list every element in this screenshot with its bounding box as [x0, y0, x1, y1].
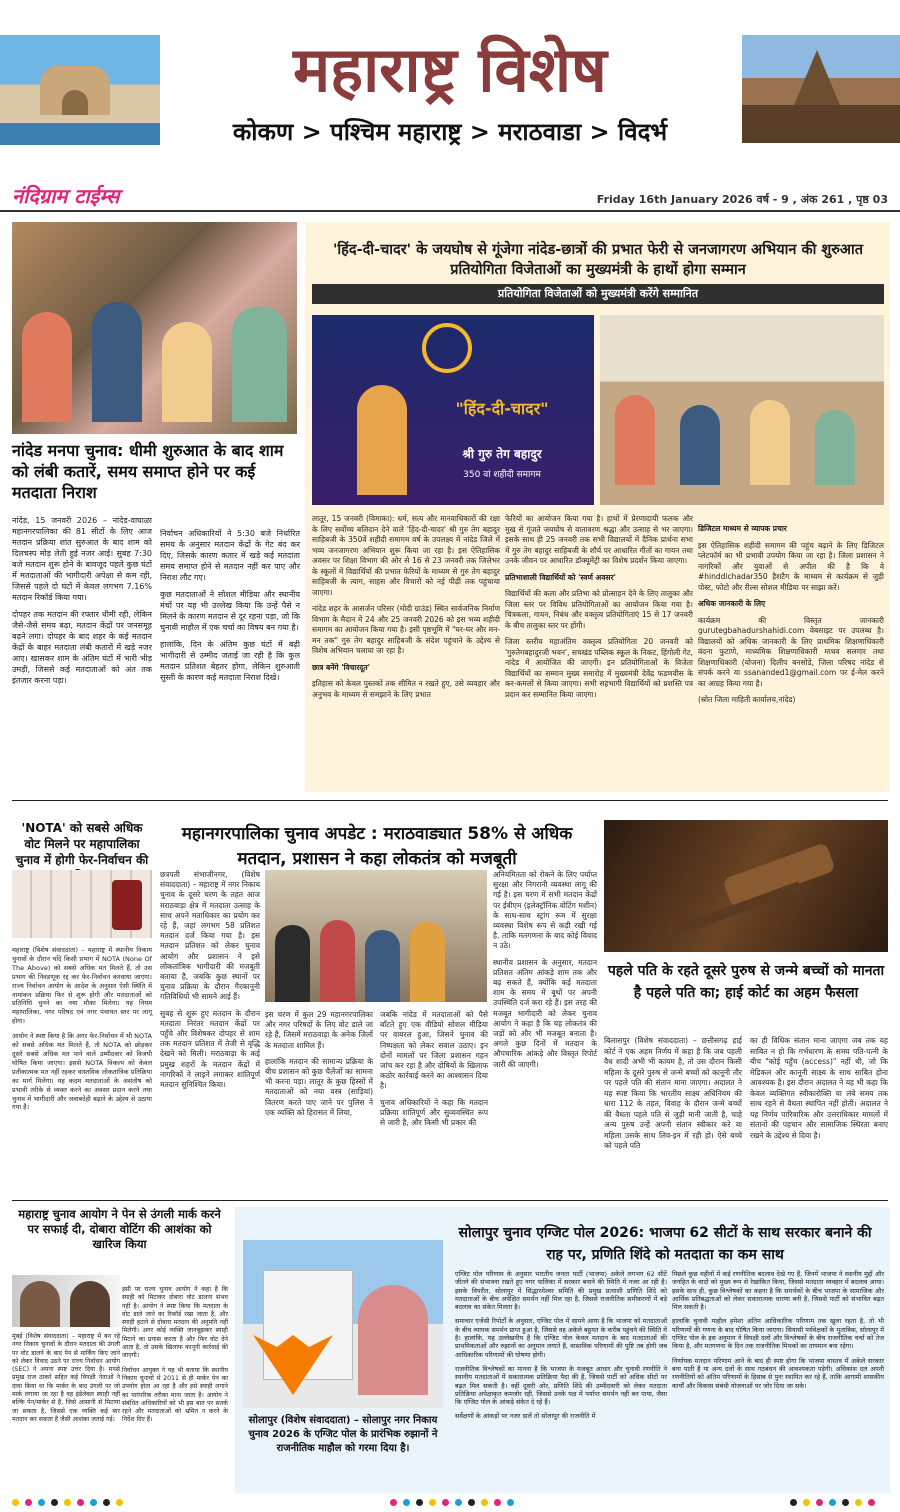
- story5-para: बिलासपुर (विशेष संवाददाता) – छत्तीसगढ़ हाई कोर्ट ने एक अहम निर्णय में कहा है कि जब पहली वैध शादी अभी भी कायम है, तो उस दौरान किसी महिला के दूसरे पुरुष से जन्मे बच्चों को कानूनी तौर पर पहले पति की संतान माना जाएगा। अदालत ने यह स्पष्ट किया कि भारतीय साक्ष्य अधिनियम की धारा 112 के तहत, विवाह के दौरान जन्मे बच्चों की वैधता पहले पति से जुड़ी मानी जाती है, चाहे अन्य पुरुष उन्हें अपनी संतान स्वीकार करे या महिला उसके साथ लिव-इन में रही हो। ऐसे बच्चे को पहले पति: [604, 1036, 742, 1150]
- story7-para: एग्जिट पोल परिणाम के अनुसार भारतीय जनता पार्टी (भाजपा) अकेले लगभग 62 सीटें जीतने की संभावना रखते हुए नगर पालिका में सरकार बनाने की स्थिति में नजर आ रही है। इसके विपरीत, सोलापुर में सिद्धारमेश्वर समिति की प्रमुख प्रत्याशी प्रणिति शिंदे को मतदाताओं के बीच अपेक्षित समर्थन नहीं मिल रहा है, जिससे राजनीतिक समीकरणों में बड़े बदलाव का संकेत मिलता है।: [455, 1270, 667, 1312]
- newspaper-logo: नंदिग्राम टाईम्स: [12, 184, 120, 208]
- story4-para: इस चरण में कुल 29 महानगरपालिका और नगर परिषदों के लिए वोट डाले जा रहे हैं, जिसमें मराठवाड़ा के अनेक जिलों के मतदाता शामिल हैं।: [265, 1010, 373, 1050]
- dateline: Friday 16th January 2026 वर्ष - 9 , अंक 261 , पृष्ठ 03: [596, 193, 888, 206]
- story2-para: नांदेड शहर के आसर्जन परिसर (मोदी ग्राउंड) स्थित सार्वजनिक निर्माण विभाग के मैदान में 24 और 25 जनवरी 2026 को इस भव्य शहीदी समागम का आयोजन किया गया है। इसी पृष्ठभूमि में "घर-घर और मन-मन तक" गुरु तेग बहादुर साहिबजी के संदेश पहुंचाने के उद्देश्य से विशेष अभियान चलाया जा रहा है।: [312, 604, 500, 655]
- story2-banner: प्रतियोगिता विजेताओं को मुख्यमंत्री करेंगे सम्मानित: [312, 284, 884, 304]
- story4-headline: महानगरपालिका चुनाव अपडेट : मराठवाड्यात 58% से अधिक मतदान, प्रशासन ने कहा लोकतंत्र को मजबूती: [181, 824, 573, 869]
- section-divider: [12, 1200, 888, 1201]
- poster-subtitle: श्री गुरु तेग बहादुर: [462, 447, 542, 461]
- story4-para: चुनाव अधिकारियों ने कहा कि मतदान प्रक्रिया शांतिपूर्ण और सुव्यवस्थित रूप से जारी है, और किसी भी प्रकार की: [380, 1097, 488, 1128]
- story2-headline: 'हिंद-दी-चादर' के जयघोष से गूंजेगा नांदेड-छात्रों की प्रभात फेरी से जनजागरण अभियान की शुरुआत प्रतियोगिता विजेताओं का मुख्यमंत्री के हाथों होगा सम्मान: [332, 242, 864, 278]
- story7-para: समाचार एजेंसी रिपोर्टों के अनुसार, एग्जिट पोल में सामने आया है कि भाजपा को मतदाताओं के बीच व्यापक समर्थन प्राप्त हुआ है, जिससे वह अकेले बहुमत के करीब पहुंचने की स्थिति में है। हालांकि, यह उल्लेखनीय है कि एग्जिट पोल केवल मतदान के बाद मतदाताओं की प्राथमिकताओं और रुझानों का अनुमान लगाते हैं, वास्तविक परिणामों की पुष्टि तब होगी जब आधिकारिक परिणामों की घोषणा होगी।: [455, 1317, 667, 1359]
- story2-para: फेरियों का आयोजन किया गया है। हाथों में प्रेरणादायी फलक और मुख से गूंजते जयघोष से वातावरण श्रद्धा और उत्साह से भर जाएगा। इसके साथ ही 25 जनवरी तक सभी विद्यालयों में दैनिक प्रार्थना सभा में गुरु तेग बहादुर साहिबजी के शौर्य पर आधारित गीतों का गायन तथा उनके जीवन पर आधारित डॉक्यूमेंट्री का विशेष प्रदर्शन किया जाएगा।: [505, 514, 693, 565]
- voters-queue-photo: [12, 222, 297, 434]
- registration-dots-left: [12, 1499, 123, 1506]
- story5-col2: [750, 1036, 888, 1147]
- story1-para: हालांकि, दिन के अंतिम कुछ घंटों में बढ़ी भागीदारी से उम्मीद जताई जा रही है कि कुल मतदान प्रतिशत बेहतर होगा, लेकिन शुरुआती सुस्ती के कारण कई मतदाता निराश दिखे।: [160, 640, 300, 682]
- students-classroom-photo: [600, 315, 884, 505]
- poster-note: 350 वां शहीदी समागम: [463, 470, 541, 480]
- story2-para: इतिहास को केवल पुस्तकों तक सीमित न रखते हुए, उसे व्यवहार और अनुभव के माध्यम से समझाने के लिए प्रभात: [312, 679, 500, 699]
- gavel-photo: [604, 820, 888, 952]
- story4-col3: [380, 1010, 488, 1134]
- story2-para: लातूर, 15 जनवरी (विमाका): धर्म, सत्य और मानवाधिकारों की रक्षा के लिए सर्वोच्च बलिदान देने वाले 'हिंद-दी-चादर' श्री गुरु तेग बहादुर साहिबजी के 350वें शहीदी समागम वर्ष के उपलक्ष्य में नांदेड जिले में भव्य जनजागरण अभियान शुरू किया जा रहा है। इस ऐतिहासिक अवसर पर शिक्षा विभाग की ओर से 16 से 23 जनवरी तक जिलेभर के स्कूलों में विद्यार्थियों की प्रभात फेरियों के माध्यम से गुरु तेग बहादुर साहिबजी के त्याग, साहस और विचारों को नई पीढ़ी तक पहुंचाया जाएगा।: [312, 514, 500, 597]
- story7-caption: सोलापुर (विशेष संवाददाता) – सोलापुर नगर निकाय चुनाव 2026 के एग्जिट पोल के प्रारंभिक रुझानों ने राजनीतिक माहौल को गरमा दिया है।: [248, 1415, 438, 1454]
- voters-line-photo: [265, 870, 487, 1002]
- dateline-strip: [0, 182, 900, 212]
- story7-col1: [455, 1270, 667, 1427]
- khanda-icon: [422, 323, 472, 373]
- story2-para: इस ऐतिहासिक शहीदी समागम की पहुंच बढ़ाने के लिए डिजिटल प्लेटफॉर्म का भी प्रभावी उपयोग किया जा रहा है। जिला प्रशासन ने नागरिकों और युवाओं से अपील की है कि वे #hinddichadar350 हैशटैग के माध्यम से कार्यक्रम से जुड़ी पोस्ट, फोटो और रील्स सोशल मीडिया पर साझा करें।: [698, 540, 884, 592]
- story2-subhead: प्रतिभाशाली विद्यार्थियों को 'स्वर्ण अवसर': [505, 572, 616, 582]
- story2-subhead: डिजिटल माध्यम से व्यापक प्रचार: [698, 524, 787, 533]
- story3-headline: 'NOTA' को सबसे अधिक वोट मिलने पर महापालिका चुनाव में होगी फेर-निर्वाचन की: [15, 821, 149, 867]
- story6-headline: महाराष्ट्र चुनाव आयोग ने पेन से उंगली मार्क करने पर सफाई दी, दोबारा वोटिंग की आशंका को खारिज किया: [18, 1207, 221, 1251]
- story4-para: जबकि नांदेड में मतदाताओं को पैसे बाँटते हुए एक वीडियो सोशल मीडिया पर वायरल हुआ, जिसने चुनाव की निष्पक्षता को लेकर सवाल उठाए। इन दोनों मामलों पर जिला प्रशासन गहन जांच कर रहा है और दोषियों के खिलाफ कठोर कार्रवाई करने का आश्वासन दिया है।: [380, 1010, 488, 1091]
- story5-headline: पहले पति के रहते दूसरे पुरुष से जन्मे बच्चों को मानता है पहले पति का; हाई कोर्ट का अहम फैसला: [607, 963, 885, 1001]
- masthead-title: महाराष्ट्र विशेष: [293, 33, 607, 106]
- temple-photo: [742, 35, 900, 143]
- masthead: [0, 0, 900, 178]
- story5-col1: [604, 1036, 742, 1158]
- story7-para: निर्णायक मतदान परिणाम आने के बाद ही स्पष्ट होगा कि भाजपा वास्तव में अकेले सरकार बना पाती है या अन्य दलों के साथ गठबंधन की आवश्यकता पड़ेगी। अधिकांश दल अपनी रणनीतियों को अंतिम परिणामों के हिसाब से पुनः स्थापित कर रहे हैं, ताकि आगामी शासकीय कार्यों और विकास संबंधी योजनाओं पर जोर दिया जा सके।: [672, 1356, 884, 1390]
- story4-para: छत्रपती संभाजीनगर, (विशेष संवाददाता) – महाराष्ट्र में नगर निकाय चुनाव के दूसरे चरण के तहत आज मराठवाड़ा क्षेत्र में मतदाता उत्साह के साथ अपने मताधिकार का प्रयोग कर रहे हैं, जहां लगभग 58 प्रतिशत मतदान दर्ज किया गया है। इस मतदान प्रतिशत को लेकर चुनाव आयोग और प्रशासन ने इसे लोकतांत्रिक भागीदारी की मजबूती बताया है, जबकि कुछ स्थानों पर चुनाव प्रक्रिया के दौरान गैरकानूनी गतिविधियों भी सामने आई हैं।: [160, 870, 260, 1002]
- story6-para: इसी पर राज्य चुनाव आयोग ने कहा है कि स्याही को मिटाकर दोबारा वोट डालना संभव नहीं है। आयोग ने स्पष्ट किया कि मतदाता के वोट डाले जाने का रिकॉर्ड रखा जाता है, और स्याही हटाने से दोबारा मतदान की अनुमति नहीं मिलेगी। अगर कोई व्यक्ति जानबूझकर स्याही मिटाने का प्रयास करता है और फिर वोट देने आता है, तो उसके खिलाफ कानूनी कार्रवाई की जाएगी।: [122, 1286, 228, 1360]
- story7-para: हालांकि चुनावी माहौल हमेशा अंतिम आधिकारिक परिणाम तक खुला रहता है, तो भी परिणामों की गणना के बाद घोषित किया जाएगा। सियासी पर्यवेक्षकों के मुताबिक, सोलापुर में एग्जिट पोल के इस अनुमान ने विपक्षी दलों और विश्लेषकों के बीच राजनीतिक चर्चा को तेज किया है, और मतगणना के दिन तक राजनीतिक मिथकों का तापमान बना रहेगा।: [672, 1317, 884, 1351]
- story4-col2: [265, 1010, 373, 1124]
- story2-col3: [698, 524, 884, 712]
- story2-source: (स्रोत जिला माहिती कार्यालय,नांदेड): [698, 695, 796, 704]
- solapur-municipal-building-photo: [243, 1240, 443, 1408]
- story2-subhead: अधिक जानकारी के लिए: [698, 599, 766, 608]
- story4-para: सुबह से शुरू हुए मतदान के दौरान मतदाता निरंतर मतदान केंद्रों पर पहुँचे और विशेषकर दोपहर से शाम तक मतदान प्रतिशत में तेजी से वृद्धि देखने को मिली। मराठवाड़ा के कई प्रमुख शहरों के मतदान केंद्रों में नागरिकों ने लाइनें लगाकर शांतिपूर्ण मतदान सुनिश्चित किया।: [160, 1008, 260, 1090]
- story2-col1: [312, 514, 500, 706]
- story5-para: का ही विधिक संतान माना जाएगा जब तक यह साबित न हो कि गर्भधारण के समय पति-पत्नी के बीच "कोई पहुँच (access)" नहीं थी, जो कि मेडिकल और कानूनी साक्ष्य के साथ साबित होना आवश्यक है। इस दौरान अदालत ने यह भी कहा कि केवल व्यक्तिगत स्वीकारोक्ति या लंबे समय तक साथ रहने से वैधता स्थापित नहीं होती। अदालत ने यह निर्णय पारिवारिक और उत्तराधिकार मामलों में संतानों की पहचान और सामाजिक स्थिरता बनाए रखने के उद्देश्य से दिया है।: [750, 1036, 888, 1140]
- story4-para: हालांकि मतदान की सामान्य प्रक्रिया के बीच प्रशासन को कुछ चैलेंजों का सामना भी करना पड़ा। लातूर के कुछ हिस्सों में मतदाताओं को नया वस्त्र (साड़ियां) वितरण करते पाए जाने पर पुलिस ने एक व्यक्ति को हिरासत में लिया,: [265, 1056, 373, 1117]
- story6-col2: [122, 1286, 228, 1431]
- story4-para: अनियमितता को रोकने के लिए पर्याप्त सुरक्षा और निगरानी व्यवस्था लागू की गई है। इस चरण में सभी मतदान केंद्रों पर ईवीएम (इलेक्ट्रॉनिक वोटिंग मशीन) के साथ-साथ स्ट्रांग रूम में सुरक्षा व्यवस्था विशेष रूप से कड़ी रखी गई है, ताकि मतगणना के बाद कोई विवाद न उठे।: [493, 870, 597, 951]
- story1-para: दोपहर तक मतदान की रफ्तार धीमी रही, लेकिन जैसे-जैसे समय बढ़ा, मतदान केंद्रों पर जनसमूह बढ़ने लगा। दोपहर के बाद शहर के कई मतदान केंद्रों के बाहर मतदाता लंबी कतारों में खड़े नजर आए। खासकर शाम के अंतिम घंटों में भारी भीड़ उमड़ी, जिससे कई मतदाताओं को अंत तक इंतजार करना पड़ा।: [12, 610, 152, 685]
- story7-para: पिछले कुछ महीनों में कई रणनीतिक बदलाव देखे गए हैं, जिनमें भाजपा ने स्थानीय मुद्दों और जनहित के वादों को मुख्य रूप से रेखांकित किया, जिससे मतदाता व्यवहार में बदलाव आया। इसके साथ ही, कुछ विश्लेषकों का कहना है कि समर्थकों के बीच भाजपा के सामाजिक और आर्थिक प्रतिबद्धताओं को लेकर सकारात्मक धारणा बनी है, जिससे पार्टी को संभावित बढ़त मिल सकती है।: [672, 1270, 884, 1312]
- story1-para: नांदेड, 15 जनवरी 2026 – नांदेड-वाघाळा महानगरपालिका की 81 सीटों के लिए आज मतदान प्रक्रिया शांत सुरुआत के बाद शाम को दिलचस्प मोड़ लेती हुई नजर आई। सुबह 7:30 बजे मतदान शुरू होने के बावजूद पहले कुछ घंटों में मतदाताओं की भागीदारी अपेक्षा से कम रही, जिससे पहले दो घंटों में केवल लगभग 7.16% मतदान रिकॉर्ड किया गया।: [12, 516, 152, 602]
- officials-photo: [12, 1275, 120, 1327]
- section-divider: [12, 800, 888, 801]
- story3-body: [12, 946, 152, 1118]
- story6-para: निर्वाचन आयुक्त ने यह भी बताया कि स्थानीय निकाय चुनावों में 2011 से ही मार्कर पेन का उपयोग होता आ रहा है और इसे स्याही लगाने का पारंपरिक तरीका माना जाता है। आयोग ने संबंधित अधिकारियों को भी इस बात पर सतर्क रहने और मतदाताओं को भ्रमित न करने के निर्देश दिए हैं।: [122, 1366, 228, 1424]
- registration-dots-center: [390, 1499, 514, 1506]
- nota-ballot-photo: [12, 870, 152, 938]
- story7-col2: [672, 1270, 884, 1396]
- hind-di-chadar-poster: [312, 315, 594, 505]
- story2-para: विद्यार्थियों की कला और प्रतिभा को प्रोत्साहन देने के लिए तालुका और जिला स्तर पर विविध प्रतियोगिताओं का आयोजन किया गया है। चित्रकला, गायन, निबंध और वक्तृत्व प्रतियोगिताएं 15 से 17 जनवरी के बीच तालुका स्तर पर होंगी।: [505, 589, 693, 630]
- story2-col2: [505, 514, 693, 706]
- story1-col1: [12, 515, 152, 692]
- story7-headline: सोलापुर चुनाव एग्जिट पोल 2026: भाजपा 62 सीटों के साथ सरकार बनाने की राह पर, प्रणिति शिंदे को मतदाता का कम साथ: [458, 1225, 872, 1263]
- story2-para: कार्यक्रम की विस्तृत जानकारी gurutegbahadurshahidi.com वेबसाइट पर उपलब्ध है। विद्यालयों को अधिक जानकारी के लिए प्राथमिक शिक्षणाधिकारी वंदना फुटाणे, माध्यमिक शिक्षणाधिकारी माधव सलगार तथा शिक्षणाधिकारी (योजना) दिलीप बनसोडे, जिला परिषद नांदेड से संपर्क करने या ssananded1@gmail.com पर ई-मेल करने का आग्रह किया गया है।: [698, 615, 884, 688]
- story1-headline: नांदेड मनपा चुनाव: धीमी शुरुआत के बाद शाम को लंबी कतारें, समय समाप्त होने पर कई मतदाता निराश: [12, 441, 284, 502]
- story2-para: जिला स्तरीय महाअंतिम वक्तृत्व प्रतियोगिता 20 जनवरी को 'गुरुतेगबहादुरजी भवन', सचखंड पब्लिक स्कूल के निकट, हिंगोली गेट, नांदेड में आयोजित की जाएगी। इन प्रतियोगिताओं के विजेता विद्यार्थियों का सम्मान मुख्य समारोह में मुख्यमंत्री देवेंद्र फडणवीस के कर-कमलों से किया जाएगा। सभी सहभागी विद्यार्थियों को प्रशस्ति पत्र प्रदान कर सम्मानित किया जाएगा।: [505, 637, 693, 699]
- story3-para: आयोग ने स्पष्ट किया है कि अगर फेर-निर्वाचन में भी NOTA को सबसे अधिक मत मिलते हैं, तो NOTA को छोड़कर दूसरे सबसे अधिक मत पाने वाले उम्मीदवार को विजयी घोषित किया जाएगा। इससे NOTA विकल्प को केवल प्रतीकात्मक मत नहीं रहकर वास्तविक लोकतांत्रिक प्रतिक्रिया का मार्ग मिलेगा। यह कदम मतदाताओं के असंतोष को प्रभावी तरीके से व्यक्त करने का अवसर प्रदान करने तथा चुनाव में भागीदारी और जवाबदेही बढ़ाने के उद्देश्य से उठाया गया है।: [12, 1032, 152, 1112]
- story4-col4: [493, 870, 597, 1076]
- story2-subhead: छात्र बनेंगे 'विचारदूत': [312, 662, 370, 672]
- poster-title: "हिंद-दी-चादर": [455, 399, 549, 418]
- story7-para: राजनीतिक विश्लेषकों का मानना है कि भाजपा के मजबूत आधार और चुनावी रणनीति ने स्थानीय मतदाताओं में सकारात्मक प्रतिक्रिया पैदा की है, जिससे पार्टी को अधिक सीटों पर बढ़त मिल सकती है। वहीं दूसरी ओर, प्रणिति शिंदे की उम्मीदवारी को लेकर मतदाता प्रतिक्रिया अपेक्षाकृत कमजोर रही, जिससे उनके पक्ष में पर्याप्त समर्थन नहीं बन पाया, जैसा कि एग्जिट पोल के आंकड़े संकेत दे रहे हैं।: [455, 1364, 667, 1407]
- gateway-of-india-photo: [0, 35, 160, 145]
- story4-col1: [160, 870, 260, 1096]
- story6-para: मुंबई (विशेष संवाददाता) – महाराष्ट्र में बन रहे नगर निकाय चुनावों के दौरान मतदाता की उंगली पर वोट डालने के बाद पेन से मार्किंग किए जाने को लेकर विवाद उठने पर राज्य निर्वाचन आयोग (SEC) ने अपना स्पष्ट उत्तर दिया है। मनसे प्रमुख राज ठाकरे सहित कई विपक्षी नेताओं ने दावा किया था कि मार्कर के बाद उंगली पर जो मार्क लगाया जा रहा है वह इंडेलेबल स्याही नहीं बल्कि पेन/मार्कर से है, जिसे आसानी से मिटाया जा सकता है, जिससे एक व्यक्ति कई बार मतदान कर सकता है जैसी आशंका जताई गई।: [12, 1333, 120, 1423]
- story4-para: स्थानीय प्रशासन के अनुसार, मतदान प्रतिशत अंतिम आंकड़े शाम तक और बढ़ सकते हैं, क्योंकि कई मतदाता शाम के समय में बूथों पर अपनी उपस्थिति दर्ज करा रहे हैं। इस तरह की मजबूत भागीदारी को लेकर चुनाव आयोग ने कहा है कि यह लोकतंत्र की जड़ों को और भी मजबूत बनाता है। अगले कुछ दिनों में मतदान के औपचारिक आंकड़े और विस्तृत रिपोर्ट जारी की जाएगी।: [493, 957, 597, 1069]
- story1-para: निर्वाचन अधिकारियों ने 5:30 बजे निर्धारित समय के अनुसार मतदान केंद्रों के गेट बंद कर दिए, जिसके कारण कतार में खड़े कई मतदाता समय समाप्त होने से मतदान नहीं कर पाए और निराश लौट गए।: [160, 529, 300, 582]
- story6-col1: [12, 1333, 120, 1430]
- story1-para: कुछ मतदाताओं ने सोशल मीडिया और स्थानीय मंचों पर यह भी उल्लेख किया कि उन्हें पैसे न मिलने के कारण मतदान से दूर रहना पड़ा, जो कि चुनावी माहौल में एक चर्चा का विषय बन गया है।: [160, 590, 300, 632]
- story3-para: महाराष्ट्र (विशेष संवाददाता) – महाराष्ट्र में स्थानीय निकाय चुनावों के दौरान यदि किसी प्रभाग में NOTA (None Of The Above) को सबसे अधिक मत मिलते हैं, तो उस प्रभाग की निवडणूक रद्द कर फेर-निर्वाचन करवाया जाएगा। राज्य निर्वाचन आयोग के आदेश के अनुसार ऐसी स्थिति में नामांकन प्रक्रिया फिर से शुरू होगी और मतदाताओं को प्रतिनिधि चुनने का नया मौका मिलेगा। यह नियम महापालिका, नगर परिषद एवं नगर पंचायत स्तर पर लागू होगा।: [12, 946, 152, 1026]
- story7-para: सर्वेक्षणों के आंकड़ों पर नजर डालें तो सोलापुर की राजनीति में: [455, 1412, 596, 1421]
- registration-dots-right: [790, 1499, 875, 1506]
- story1-col2: [160, 528, 300, 689]
- masthead-regions: कोकण > पश्चिम महाराष्ट्र > मराठवाडा > विदर्भ: [232, 118, 668, 146]
